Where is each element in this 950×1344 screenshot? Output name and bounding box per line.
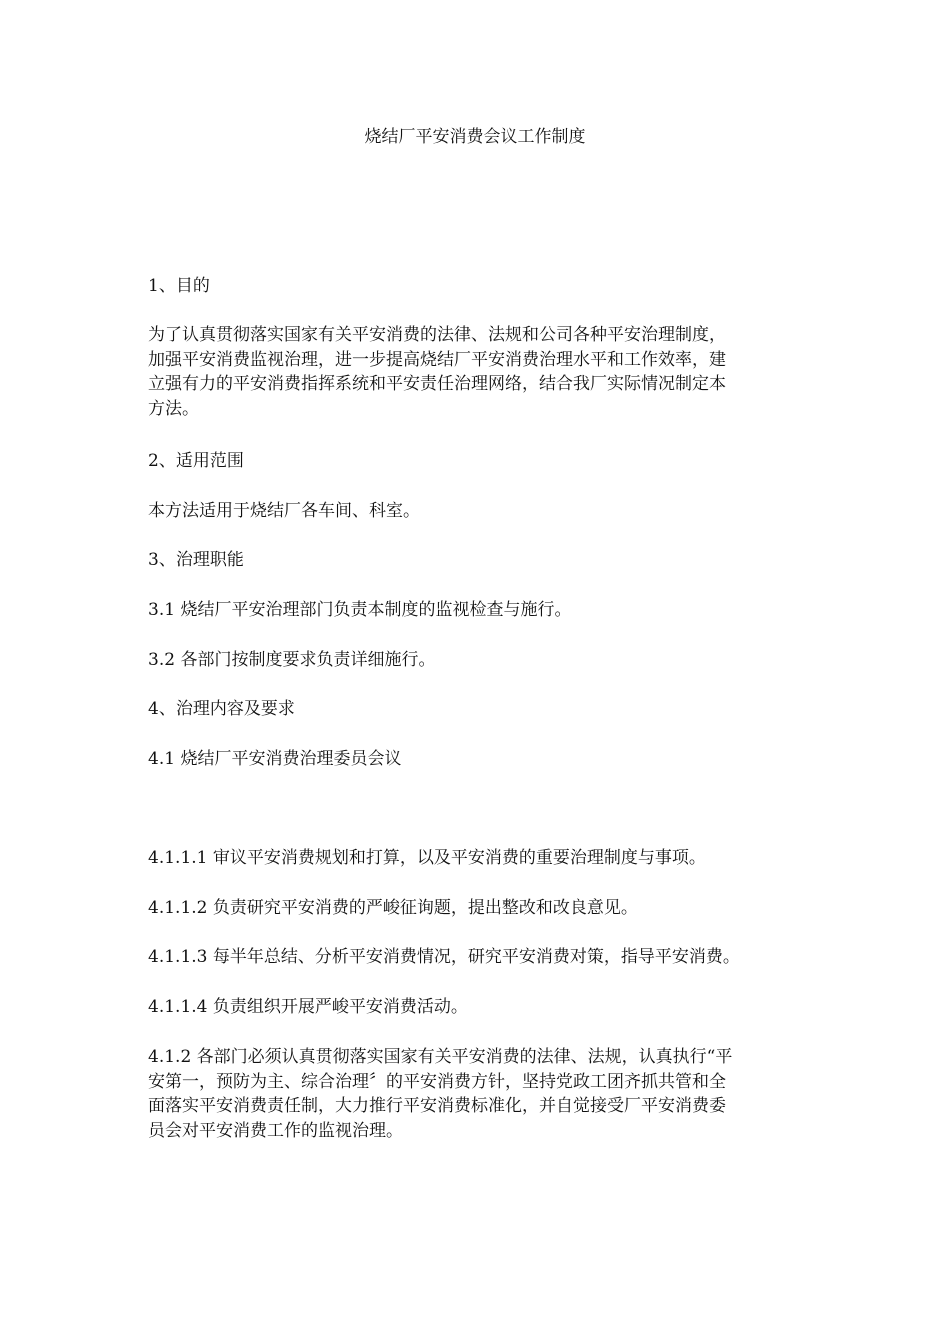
purpose-line: 立强有力的平安消费指挥系统和平安责任治理网络，结合我厂实际情况制定本: [148, 374, 726, 394]
section-heading-functions: 3、治理职能: [148, 550, 244, 570]
section-heading-purpose: 1、目的: [148, 276, 210, 296]
clause-4-1-1-1: 4.1.1.1 审议平安消费规划和打算，以及平安消费的重要治理制度与事项。: [148, 848, 706, 868]
clause-4-1-2-line: 面落实平安消费责任制，大力推行平安消费标准化，并自觉接受厂平安消费委: [148, 1096, 726, 1116]
clause-4-1-2-line: 安第一，预防为主、综合治理〞的平安消费方针，坚持党政工团齐抓共管和全: [148, 1071, 726, 1092]
purpose-paragraph: [148, 323, 808, 421]
clause-4-1-2-line: 4.1.2 各部门必须认真贯彻落实国家有关平安消费的法律、法规，认真执行“平: [148, 1047, 733, 1067]
document-title: 烧结厂平安消费会议工作制度: [364, 127, 586, 147]
clause-4-1-2-line: 员会对平安消费工作的监视治理。: [148, 1120, 403, 1141]
section-heading-content: 4、治理内容及要求: [148, 699, 295, 719]
clause-4-1-1-4: 4.1.1.4 负责组织开展严峻平安消费活动。: [148, 997, 468, 1017]
scope-paragraph: 本方法适用于烧结厂各车间、科室。: [148, 501, 420, 521]
clause-3-2: 3.2 各部门按制度要求负责详细施行。: [148, 650, 436, 670]
section-heading-scope: 2、适用范围: [148, 451, 244, 471]
purpose-line: 方法。: [148, 398, 199, 419]
clause-4-1-2: [148, 1045, 808, 1143]
clause-4-1-1-3: 4.1.1.3 每半年总结、分析平安消费情况，研究平安消费对策，指导平安消费。: [148, 947, 740, 967]
clause-4-1-1-2: 4.1.1.2 负责研究平安消费的严峻征询题，提出整改和改良意见。: [148, 898, 638, 918]
clause-3-1: 3.1 烧结厂平安治理部门负责本制度的监视检查与施行。: [148, 600, 572, 620]
clause-4-1: 4.1 烧结厂平安消费治理委员会议: [148, 749, 402, 769]
purpose-line: 为了认真贯彻落实国家有关平安消费的法律、法规和公司各种平安治理制度，: [148, 325, 726, 345]
purpose-line: 加强平安消费监视治理，进一步提高烧结厂平安消费治理水平和工作效率，建: [148, 349, 726, 370]
